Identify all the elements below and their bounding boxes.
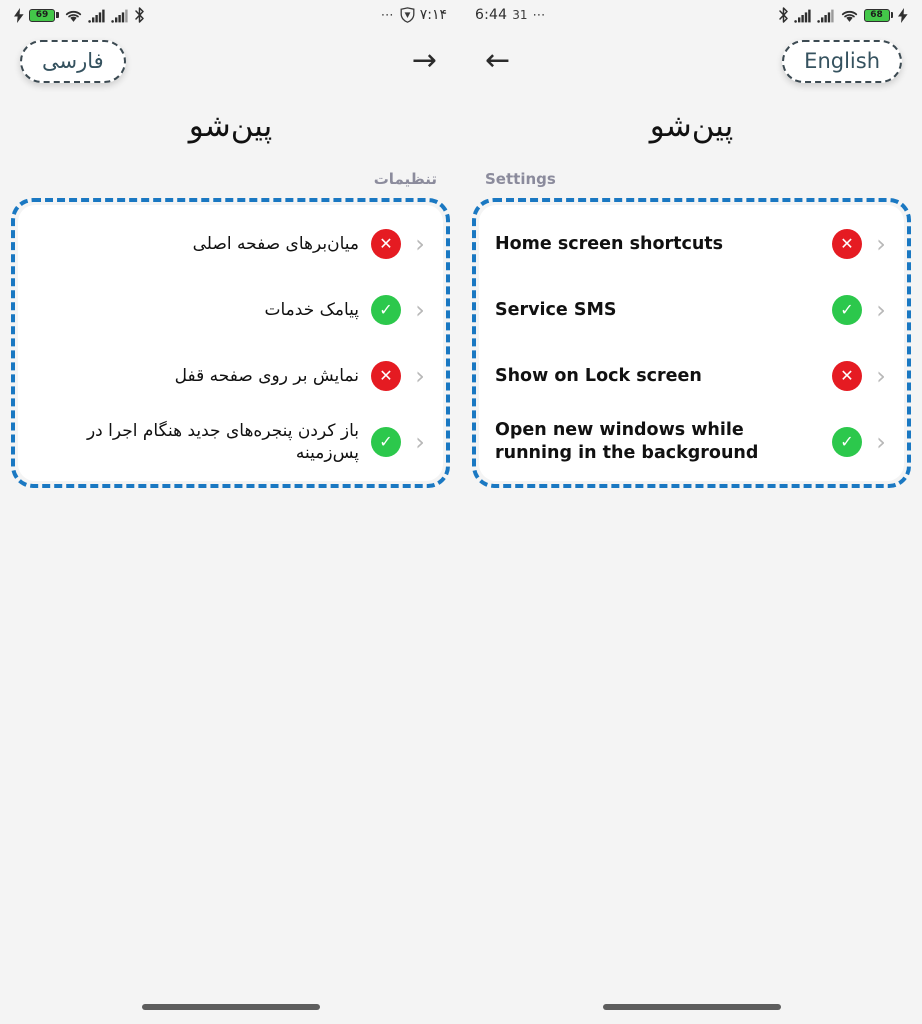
status-bar-left-icons [475,7,547,23]
wifi-icon [840,8,859,23]
battery-level-label: 69 [35,9,49,20]
list-item[interactable] [18,277,443,343]
english-panel [461,0,922,1024]
list-item-label: Home screen shortcuts [495,233,724,254]
chevron-right-icon[interactable]: › [876,428,886,456]
settings-card [18,205,443,481]
signal-icon [794,8,812,23]
list-item-label: نمایش بر روی صفحه قفل [174,365,359,386]
list-item[interactable] [479,409,904,475]
list-item[interactable] [479,277,904,343]
status-bar-right-icons [381,7,447,23]
status-badge[interactable]: ✓ [832,427,862,457]
chevron-right-icon[interactable]: › [876,362,886,390]
top-bar-right [461,30,922,92]
list-item[interactable] [18,343,443,409]
status-badge[interactable]: ✕ [832,361,862,391]
wifi-icon [64,8,83,23]
status-bar-left-icons [14,7,145,23]
list-item[interactable] [18,211,443,277]
settings-card [479,205,904,481]
status-bar-extra-number: 31 [512,8,528,22]
bluetooth-icon [134,7,145,23]
section-label-settings: Settings [485,170,556,188]
status-badge[interactable]: ✕ [371,229,401,259]
signal-icon [111,8,129,23]
status-bar-clock: ۷:۱۴ [419,7,447,23]
list-item-label: باز کردن پنجره‌های جدید هنگام اجرا در پس‌زمینه [86,420,359,463]
settings-card-highlight [11,198,450,488]
status-bar-right [461,0,922,30]
list-item-label: میان‌برهای صفحه اصلی [192,233,359,254]
charging-bolt-icon [898,8,908,23]
status-badge[interactable]: ✕ [371,361,401,391]
status-badge[interactable]: ✕ [832,229,862,259]
more-dots-icon: ⋯ [380,7,395,23]
status-bar-right-icons [778,7,909,23]
chevron-left-icon[interactable]: ‹ [415,362,425,390]
language-toggle-button-english[interactable]: English [782,40,902,83]
top-bar-left [0,30,461,92]
signal-icon [88,8,106,23]
chevron-right-icon[interactable]: › [876,230,886,258]
list-item[interactable] [479,211,904,277]
status-bar-left [0,0,461,30]
list-item-label: پیامک خدمات [264,299,359,320]
chevron-left-icon[interactable]: ‹ [415,428,425,456]
chevron-left-icon[interactable]: ‹ [415,296,425,324]
charging-bolt-icon [14,8,24,23]
status-badge[interactable]: ✓ [832,295,862,325]
home-indicator[interactable] [142,1004,320,1010]
more-dots-icon: ⋯ [532,7,547,23]
list-item-label: Show on Lock screen [495,365,702,386]
language-toggle-button-farsi[interactable]: فارسی [20,40,126,83]
arrow-left-icon[interactable]: ← [485,43,511,78]
signal-icon [817,8,835,23]
battery-level-label: 68 [870,9,883,20]
bluetooth-icon [778,7,789,23]
list-item[interactable] [479,343,904,409]
battery-icon [864,9,894,22]
page-title: پین‌شو [649,108,734,144]
arrow-right-icon[interactable]: → [411,43,437,78]
list-item-label: Service SMS [495,299,617,320]
list-item-label: Open new windows while running in the background [495,420,759,463]
section-label-settings: تنظیمات [373,170,437,188]
home-indicator[interactable] [603,1004,781,1010]
chevron-left-icon[interactable]: ‹ [415,230,425,258]
status-badge[interactable]: ✓ [371,295,401,325]
vpn-shield-icon [400,7,415,23]
status-badge[interactable]: ✓ [371,427,401,457]
list-item[interactable] [18,409,443,475]
page-title: پین‌شو [188,108,273,144]
status-bar-clock: 6:44 [475,7,508,23]
chevron-right-icon[interactable]: › [876,296,886,324]
battery-icon [29,9,59,22]
settings-card-highlight [472,198,911,488]
